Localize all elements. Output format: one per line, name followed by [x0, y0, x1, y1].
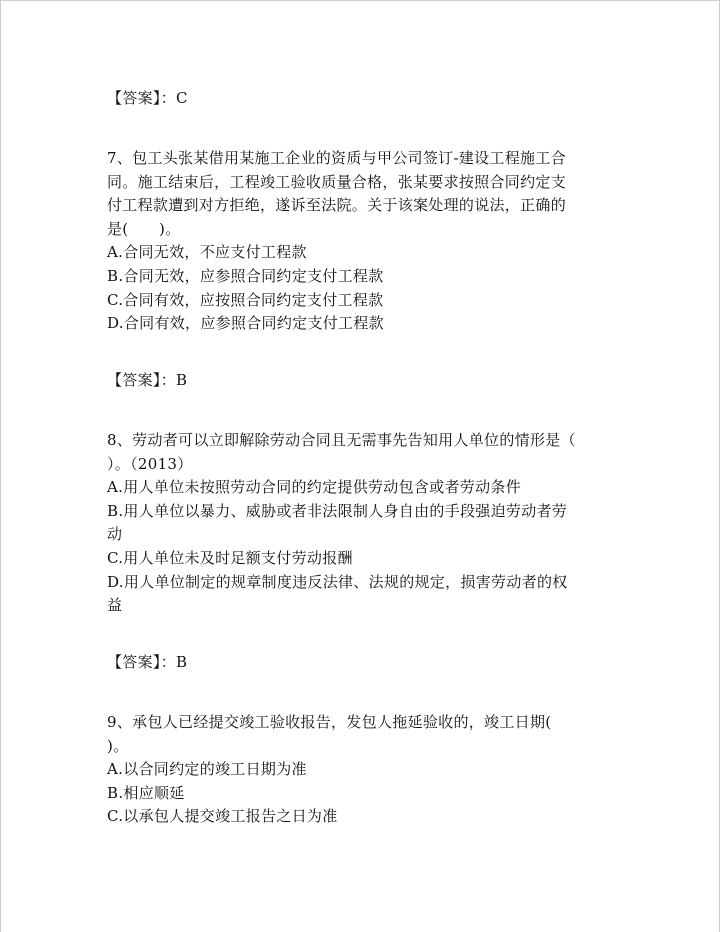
question-7-option-a: A.合同无效，不应支付工程款 — [107, 243, 307, 262]
question-8-option-b: B.用人单位以暴力、威胁或者非法限制人身自由的手段强迫劳动者劳 — [107, 501, 568, 520]
question-9-option-a: A.以合同约定的竣工日期为准 — [107, 760, 307, 779]
question-9-stem-line-1: 9、承包人已经提交竣工验收报告，发包人拖延验收的，竣工日期( — [107, 713, 552, 731]
question-8 — [107, 429, 627, 618]
question-7 — [107, 147, 627, 336]
question-9 — [107, 711, 627, 829]
question-8-option-c: C.用人单位未及时足额支付劳动报酬 — [107, 548, 353, 567]
question-8-option-d-cont: 益 — [107, 596, 123, 615]
question-8-option-a: A.用人单位未按照劳动合同的约定提供劳动包含或者劳动条件 — [107, 478, 522, 497]
question-9-option-c: C.以承包人提交竣工报告之日为准 — [107, 807, 338, 826]
question-8-stem-line-2: ）。（2013） — [107, 454, 193, 473]
question-7-stem-line-3: 付工程款遭到对方拒绝，遂诉至法院。关于该案处理的说法，正确的 — [107, 196, 567, 215]
question-8-stem-line-1: 8、劳动者可以立即解除劳动合同且无需事先告知用人单位的情形是（ — [107, 431, 576, 449]
question-7-stem-line-1: 7、包工头张某借用某施工企业的资质与甲公司签订-建设工程施工合 — [107, 149, 566, 167]
question-7-stem-line-4: 是( )。 — [107, 219, 181, 238]
question-7-option-d: D.合同有效，应参照合同约定支付工程款 — [107, 314, 384, 333]
question-9-stem-line-2: )。 — [107, 736, 129, 755]
question-8-option-b-cont: 动 — [107, 525, 123, 544]
answer-line-8: 【答案】：B — [107, 653, 188, 671]
question-7-option-b: B.合同无效，应参照合同约定支付工程款 — [107, 266, 384, 285]
question-8-option-d: D.用人单位制定的规章制度违反法律、法规的规定，损害劳动者的权 — [107, 572, 568, 591]
question-7-stem-line-2: 同。施工结束后，工程竣工验收质量合格，张某要求按照合同约定支 — [107, 172, 567, 191]
question-9-option-b: B.相应顺延 — [107, 783, 185, 802]
answer-line-6: 【答案】：C — [107, 89, 188, 107]
answer-line-7: 【答案】：B — [107, 371, 188, 389]
question-7-option-c: C.合同有效，应按照合同约定支付工程款 — [107, 290, 384, 309]
